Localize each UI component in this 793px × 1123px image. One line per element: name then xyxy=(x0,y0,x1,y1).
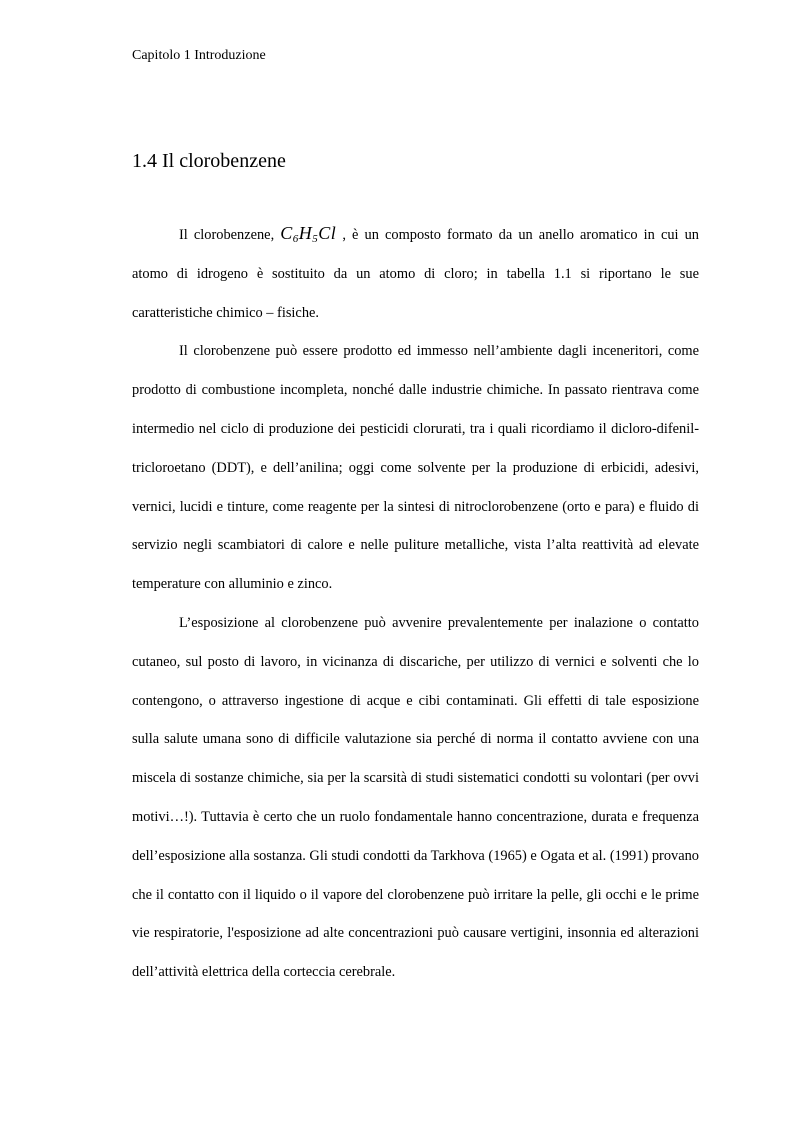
paragraph-1-intro: Il clorobenzene, xyxy=(179,227,281,243)
chemical-formula xyxy=(280,223,336,243)
paragraph-1-rest: , è un composto formato da un anello aromatico in cui un atomo di idrogeno è sostituito da un atomo di cloro; in tabella 1.1 si riportano le sue caratteristiche chimico – fisiche. xyxy=(132,227,699,321)
paragraph-2: Il clorobenzene può essere prodotto ed immesso nell’ambiente dagli inceneritori, come prodotto di combustione incompleta, nonché dalle industrie chimiche. In passato rientrava come intermedio nel ciclo di produzione dei pesticidi clorurati, tra i quali ricordiamo il dicloro-difenil-tricloroetano (DDT), e dell’anilina; oggi come solvente per la produzione di erbicidi, adesivi, vernici, lucidi e tinture, come reagente per la sintesi di nitroclorobenzene (orto e para) e fluido di servizio negli scambiatori di calore e nelle puliture metalliche, vista l’alta reattività ad elevate temperature con alluminio e zinco. xyxy=(132,343,699,593)
body-text xyxy=(132,214,699,992)
formula-hydrogen-count: 5 xyxy=(312,233,319,245)
paragraph-1 xyxy=(132,214,699,332)
formula-carbon: C xyxy=(280,223,293,243)
formula-chlorine: Cl xyxy=(318,223,337,243)
formula-carbon-count: 6 xyxy=(292,233,299,245)
section-title: 1.4 Il clorobenzene xyxy=(132,150,286,172)
paragraph-3: L’esposizione al clorobenzene può avvenire prevalentemente per inalazione o contatto cutaneo, sul posto di lavoro, in vicinanza di discariche, per utilizzo di vernici e solventi che lo contengono, o attraverso ingestione di acque e cibi contaminati. Gli effetti di tale esposizione sulla salute umana sono di difficile valutazione sia perché di norma il contatto avviene con una miscela di sostanze chimiche, sia per la scarsità di studi sistematici condotti su volontari (per ovvi motivi…!). Tuttavia è certo che un ruolo fondamentale hanno concentrazione, durata e frequenza dell’esposizione alla sostanza. Gli studi condotti da Tarkhova (1965) e Ogata et al. (1991) provano che il contatto con il liquido o il vapore del clorobenzene può irritare la pelle, gli occhi e le prime vie respiratorie, l'esposizione ad alte concentrazioni può causare vertigini, insonnia ed alterazioni dell’attività elettrica della corteccia cerebrale. xyxy=(132,614,699,981)
formula-hydrogen: H xyxy=(298,223,313,243)
running-header: Capitolo 1 Introduzione xyxy=(132,48,266,63)
